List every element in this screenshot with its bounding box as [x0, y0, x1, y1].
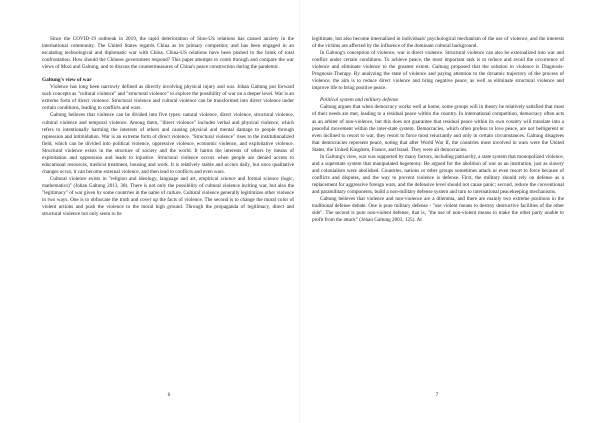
left-page — [42, 36, 294, 218]
body-paragraph: Violence has long been narrowly defined as directly involving physical injury and war. Johan Galtung put forward such concepts as "cultural violence" and "structural violence" to explore the possibility of war on a deeper level. War is an extreme form of direct violence. Structural violence and cultural violence can be transformed into direct violence under certain conditions, leading to conflicts and wars. — [42, 84, 294, 112]
body-paragraph: Galtung argues that when democracy works well at home, some groups will in theory be relatively satisfied that most of their needs are met, leading to a residual peace within the country. In international competition, democracy often acts as an arbiter of non-violence, but this does not guarantee that residual peace within its own country will translate into a peaceful movement within the inter-state system. Democracies, which often profess to love peace, are not belligerent or even inclined to resort to war, they resort to force most reluctantly and only in certain circumstances. Galtung disagrees that democracies represent peace, noting that after World War II, the countries most involved in wars were the United States, the United Kingdom, France, and Israel. They were all democracies. — [312, 104, 564, 153]
body-paragraph: Cultural violence exists in "religion and ideology, language and art, empirical science and formal science (logic, mathematics)" (Johan Galtung 2013, 38). There is not only the possibility of cultural violence inciting war, but also the "legitimacy" of war given by some countries in the name of culture. Cultural violence generally legitimizes other violence in two ways. One is to obfuscate the truth and cover up the facts of violence. The second is to change the moral color of violent actions and push the violence to the moral high ground. Through the propaganda of legitimacy, direct and structural violence not only seem to be — [42, 175, 294, 218]
section-subheading: Political system and military defense — [320, 97, 399, 104]
page-number-left: 6 — [167, 392, 171, 398]
page-number-right: 7 — [435, 392, 439, 398]
body-paragraph: In Galtung's view, war was supported by many factors, including patriarchy, a state system that monopolized violence, and a superstate system that manipulated hegemony. He argued for the abolition of war as an institution, just as slavery and colonialism were abolished. Countries, nations or other groups sometimes attack or even resort to force because of conflicts and disputes, and the way to prevent violence is defense. First, the military should rely on defense as a replacement for aggressive foreign wars, and the defensive level should not cause panic; second, reduce the conventional and paramilitary components, build a non-military defense system and turn to international peacekeeping mechanisms. — [312, 153, 564, 195]
body-paragraph: Galtung believes that violence can be divided into five types: natural violence, direct violence, structural violence, cultural violence and temporal violence. Among them, "direct violence" includes verbal and physical violence, which refers to intentionally harming the interests of others and causing physical and mental damage to people through repression and intimidation. War is an extreme form of direct violence. "Structural violence" rises to the institutionalized field, which can be divided into political violence, oppressive violence, economic violence, and exploitative violence. Structural violence exists in the structure of society and the world. It harms the interests of others by means of exploitation and oppression and leads to injustice. Structural violence occurs when people are denied access to educational resources, medical treatment, housing and work. It is relatively stable and occurs daily, but once qualitative changes occur, it can become external violence, and then lead to conflicts and even wars. — [42, 112, 294, 175]
body-paragraph: In Galtung's conception of violence, war is direct violence. Structural violence can also be externalized into war and conflict under certain conditions. To achieve peace, the most important task is to reduce and avoid the occurrence of violence and eliminate violence to the greatest extent. Galtung proposed that the solution to violence is Diagnosis-Prognosis-Therapy. By analyzing the state of violence and paying attention to the dynamic trajectory of the process of violence, the aim is to reduce direct violence and bring negative peace, as well as eliminate structural violence and improve life to bring positive peace. — [312, 50, 564, 92]
intro-paragraph: Since the COVID-19 outbreak in 2019, the rapid deterioration of Sino-US relations has caused anxiety in the international community. The United States regards China as its primary competitor, and has been engaged in an escalating technological and diplomatic war with China. China-US relations have been pushed to the brink of total confrontation. How should the Chinese government respond? This paper attempts to comb through and compare the war views of Mozi and Galtung, and to discuss the countermeasures of China's peace construction during the pandemic. — [42, 36, 294, 71]
continued-paragraph: legitimate, but also become internalized in individuals' psychological mechanism of the use of violence, and the interests of the victims are affected by the influence of the dominant cultural background. — [312, 36, 564, 50]
body-paragraph: Galtung believes that violence and non-violence are a dilemma, and there are mainly two extreme positions in the traditional defense debate. One is pure military defense - "use violent means to destroy destructive facilities of the other side". The second is pure non-violent defense, that is, "the use of non-violent means to make the other party unable to profit from the attack" (Johan Galtung 2003, 125). At — [312, 196, 564, 224]
book-gutter — [299, 0, 300, 423]
section-heading: Galtung's view of war — [42, 77, 92, 84]
right-page — [312, 36, 564, 224]
